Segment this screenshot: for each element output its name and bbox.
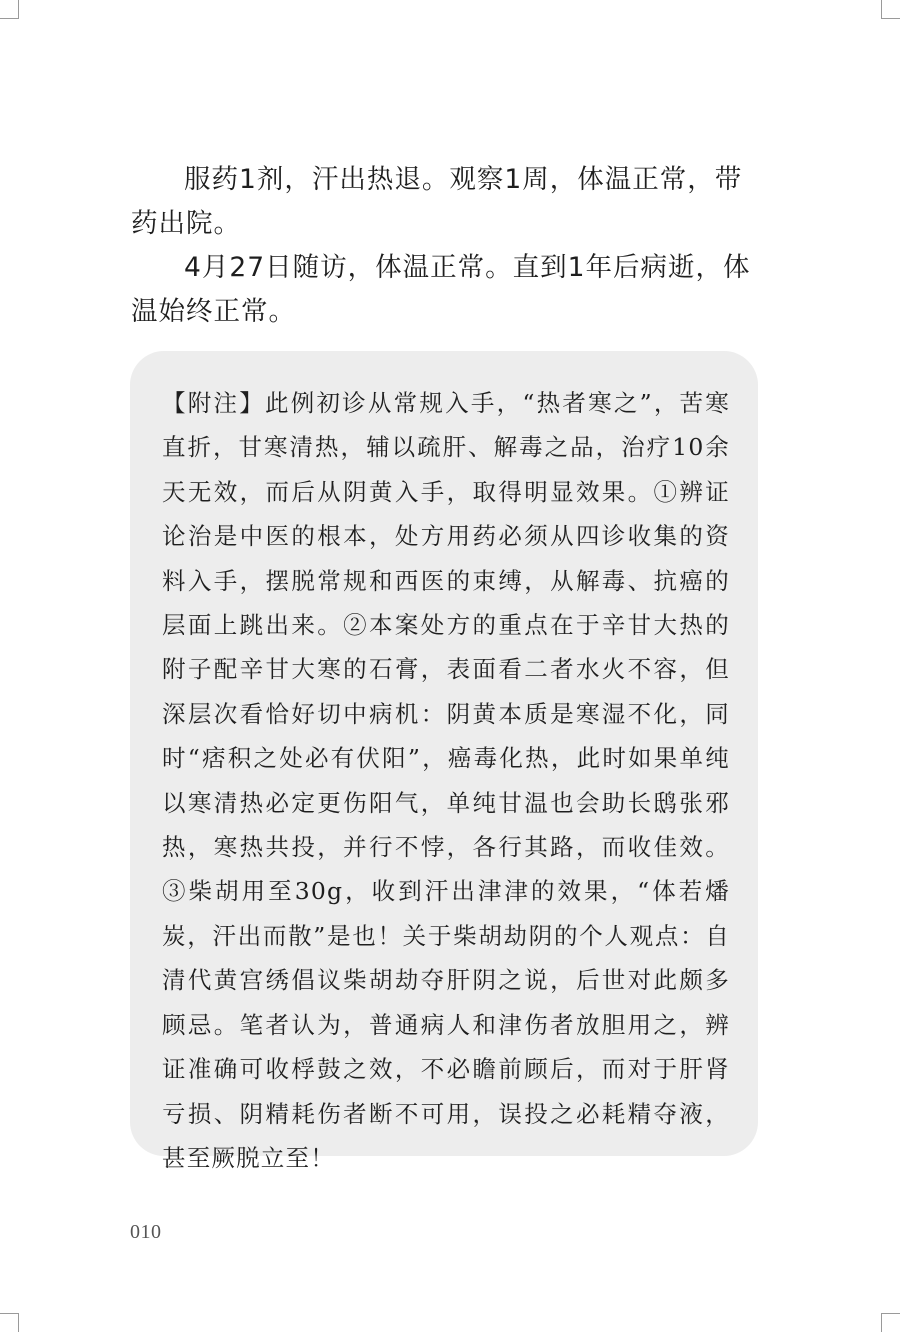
main-text xyxy=(131,158,763,334)
annotation-label: 【附注】 xyxy=(162,389,265,417)
crop-mark-bottom-left xyxy=(0,1313,19,1332)
paragraph-follow-up: 4月27日随访，体温正常。直到1年后病逝，体温始终正常。 xyxy=(131,252,751,327)
paragraph-discharge: 服药1剂，汗出热退。观察1周，体温正常，带药出院。 xyxy=(131,164,743,239)
crop-mark-top-left xyxy=(0,0,19,19)
annotation-box xyxy=(130,351,758,1172)
annotation-text xyxy=(162,381,730,1180)
annotation-body: 此例初诊从常规入手，“热者寒之”，苦寒直折，甘寒清热，辅以疏肝、解毒之品，治疗10余天无效，而后从阴黄入手，取得明显效果。①辨证论治是中医的根本，处方用药必须从四诊收集的资料入手，摆脱常规和西医的束缚，从解毒、抗癌的层面上跳出来。②本案处方的重点在于辛甘大热的附子配辛甘大寒的石膏，表面看二者水火不容，但深层次看恰好切中病机：阴黄本质是寒湿不化，同时“痞积之处必有伏阳”，癌毒化热，此时如果单纯以寒清热必定更伤阳气，单纯甘温也会助长鸱张邪热，寒热共投，并行不悖，各行其路，而收佳效。③柴胡用至30g，收到汗出津津的效果，“体若燔炭，汗出而散”是也！关于柴胡劫阴的个人观点：自清代黄宫绣倡议柴胡劫夺肝阴之说，后世对此颇多顾忌。笔者认为，普通病人和津伤者放胆用之，辨证准确可收桴鼓之效，不必瞻前顾后，而对于肝肾亏损、阴精耗伤者断不可用，误投之必耗精夺液，甚至厥脱立至！ xyxy=(162,389,730,1172)
crop-mark-top-right xyxy=(881,0,900,19)
page-number: 010 xyxy=(130,1221,162,1243)
crop-mark-bottom-right xyxy=(881,1313,900,1332)
